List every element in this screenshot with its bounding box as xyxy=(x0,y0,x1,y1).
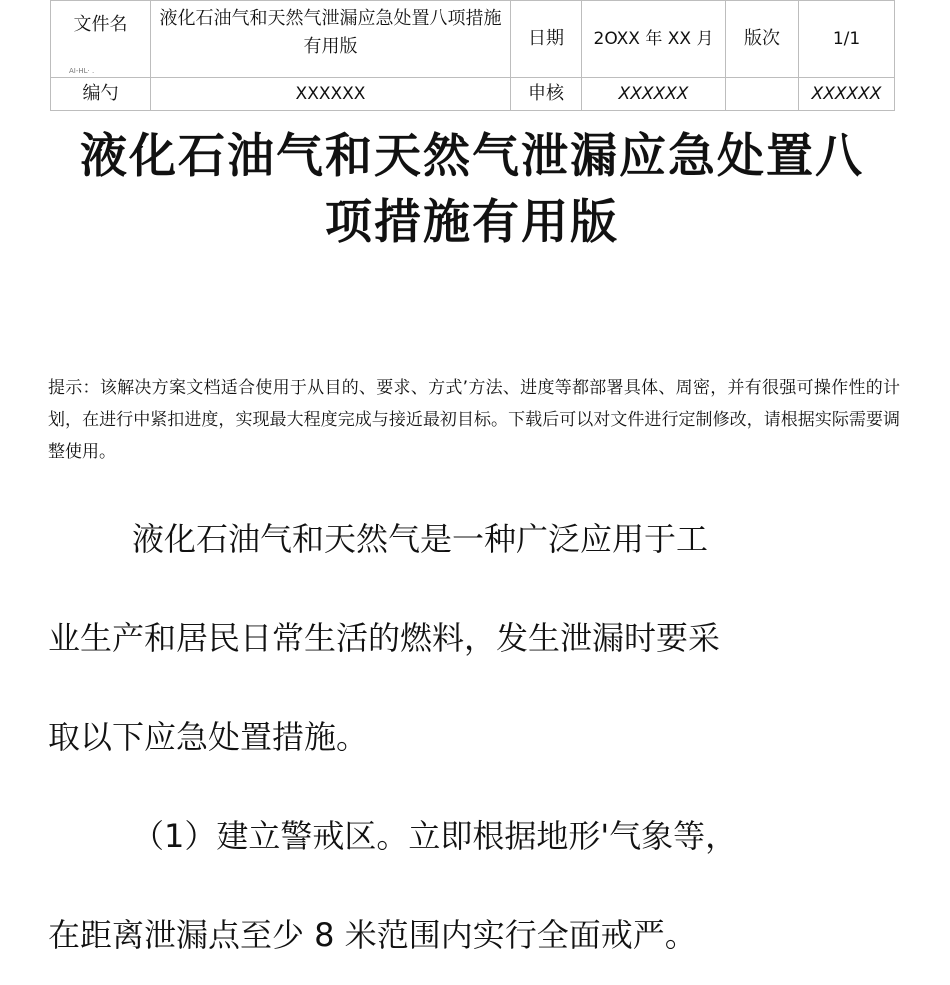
body-text xyxy=(48,490,838,985)
title-line-1: 液化石油气和天然气泄漏应急处置八 xyxy=(80,129,864,184)
file-name-label-cell xyxy=(51,1,151,78)
body-line xyxy=(48,886,838,985)
date-label: 日期 xyxy=(511,1,582,78)
code-label: 编勺 xyxy=(51,78,151,111)
body-line-1: 液化石油气和天然气是一种广泛应用于工 xyxy=(132,520,709,558)
small-mark: AI-HL· . xyxy=(69,67,95,75)
title-line-2: 项措施有用版 xyxy=(325,195,619,250)
review-label: 申核 xyxy=(511,78,582,111)
extra-value: XXXXXX xyxy=(799,78,895,111)
date-value: 2OXX 年 XX 月 xyxy=(582,1,726,78)
empty-cell xyxy=(726,78,799,111)
body-line xyxy=(48,589,838,688)
body-line-2: 业生产和居民日常生活的燃料，发生泄漏时要采 xyxy=(48,619,721,657)
body-line-5: 在距离泄漏点至少 8 米范围内实行全面戒严。 xyxy=(48,916,697,954)
document-header-table xyxy=(50,0,895,111)
body-line xyxy=(48,688,838,787)
file-name-label: 文件名 xyxy=(73,14,128,35)
header-row-1 xyxy=(51,1,895,78)
body-line-3: 取以下应急处置措施。 xyxy=(48,718,369,756)
body-line-4: （1）建立警戒区。立即根据地形'气象等， xyxy=(132,817,738,855)
file-name-value: 液化石油气和天然气泄漏应急处置八项措施有用版 xyxy=(151,1,511,78)
version-value: 1/1 xyxy=(799,1,895,78)
body-line xyxy=(48,490,838,589)
review-value: XXXXXX xyxy=(582,78,726,111)
version-label: 版次 xyxy=(726,1,799,78)
header-row-2 xyxy=(51,78,895,111)
tip-paragraph: 提示：该解决方案文档适合使用于从目的、要求、方式’方法、进度等都部署具体、周密，并有很强可操作性的计划，在进行中紧扣进度，实现最大程度完成与接近最初目标。下载后可以对文件进行定制修改，请根据实际需要调整使用。 xyxy=(48,378,900,462)
document-title xyxy=(50,124,894,256)
code-value: XXXXXX xyxy=(151,78,511,111)
body-line xyxy=(48,787,838,886)
